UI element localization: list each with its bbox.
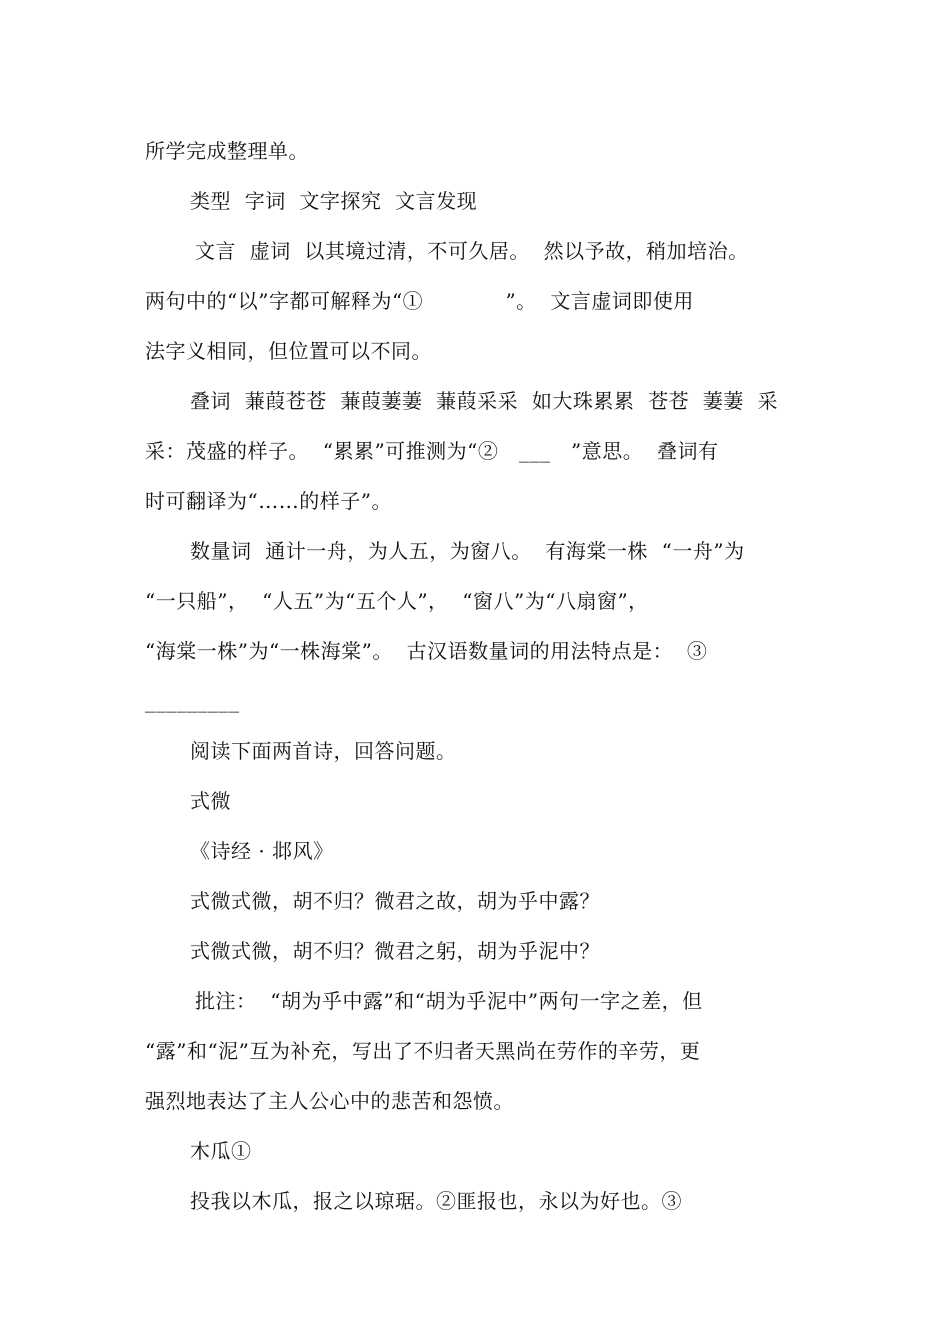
poem-line: 投我以木瓜，报之以琼琚。②匪报也，永以为好也。③ (190, 1189, 682, 1213)
text-line: 法字义相同，但位置可以不同。 (145, 339, 432, 363)
text-line: 时可翻译为“……的样子”。 (145, 489, 392, 513)
text-line: 类型 字词 文字探究 文言发现 (190, 189, 478, 213)
poem-title: 木瓜① (190, 1139, 252, 1163)
annotation-line: 批注： “胡为乎中露”和“胡为乎泥中”两句一字之差，但 (195, 989, 703, 1013)
poem-line: 式微式微，胡不归？微君之故，胡为乎中露？ (190, 889, 600, 913)
blank-line: _________ (145, 689, 240, 713)
text-line: 数量词 通计一舟，为人五，为窗八。 有海棠一株 “一舟”为 (190, 539, 745, 563)
text-line: 文言 虚词 以其境过清，不可久居。 然以予故，稍加培治。 (195, 239, 749, 263)
text-line: “一只船”， “人五”为“五个人”， “窗八”为“八扇窗”， (145, 589, 649, 613)
text-line: 所学完成整理单。 (145, 139, 309, 163)
text-line: 叠词 蒹葭苍苍 蒹葭萋萋 蒹葭采采 如大珠累累 苍苍 萋萋 采 (190, 389, 779, 413)
annotation-line: 强烈地表达了主人公心中的悲苦和怨愤。 (145, 1089, 514, 1113)
poem-line: 式微式微，胡不归？微君之躬，胡为乎泥中？ (190, 939, 600, 963)
poem-title: 式微 (190, 789, 231, 813)
text-line: “海棠一株”为“一株海棠”。 古汉语数量词的用法特点是： ③ (145, 639, 708, 663)
text-line: 两句中的“以”字都可解释为“① ”。 文言虚词即使用 (145, 289, 694, 313)
text-line: 采：茂盛的样子。 “累累”可推测为“② ___ ”意思。 叠词有 (145, 439, 719, 463)
text-line: 阅读下面两首诗，回答问题。 (190, 739, 457, 763)
poem-source: 《诗经 · 邶风》 (190, 839, 334, 863)
annotation-line: “露”和“泥”互为补充，写出了不归者天黑尚在劳作的辛劳，更 (145, 1039, 701, 1063)
